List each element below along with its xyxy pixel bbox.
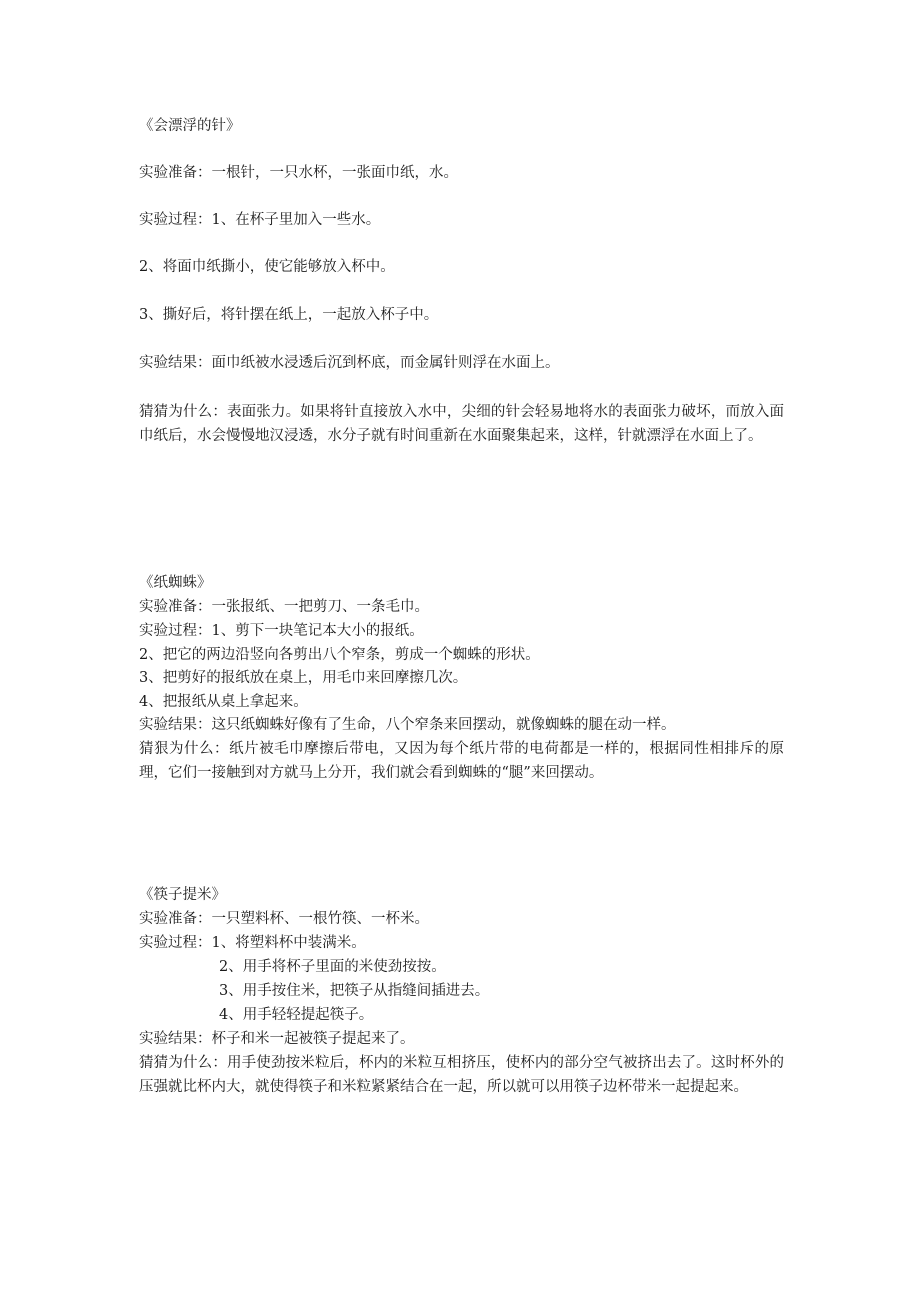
section1-step2: 2、将面巾纸撕小，使它能够放入杯中。 (139, 259, 395, 275)
section3-step1: 实验过程：1、将塑料杯中装满米。 (139, 935, 366, 951)
section3-prep: 实验准备：一只塑料杯、一根竹筷、一杯米。 (139, 911, 429, 927)
section2-step4: 4、把报纸从桌上拿起来。 (139, 694, 308, 710)
section2-result: 实验结果：这只纸蜘蛛好像有了生命，八个窄条来回摆动，就像蜘蛛的腿在动一样。 (139, 717, 676, 733)
section3-why: 猜猜为什么：用手使劲按米粒后，杯内的米粒互相挤压，使杯内的部分空气被挤出去了。这时杯外的压强就比杯内大，就使得筷子和米粒紧紧结合在一起，所以就可以用筷子边杯带米一起提起来。 (139, 1055, 784, 1095)
section1-title: 《会漂浮的针》 (139, 118, 241, 134)
section1-prep: 实验准备：一根针，一只水杯，一张面巾纸，水。 (139, 165, 458, 181)
section2-step3: 3、把剪好的报纸放在桌上，用毛巾来回摩擦几次。 (139, 670, 468, 686)
section2-step1: 实验过程：1、剪下一块笔记本大小的报纸。 (139, 623, 424, 639)
section2-step2: 2、把它的两边沿竖向各剪出八个窄条，剪成一个蜘蛛的形状。 (139, 647, 540, 663)
section1-step1: 实验过程：1、在杯子里加入一些水。 (139, 212, 381, 228)
section3-result: 实验结果：杯子和米一起被筷子提起来了。 (139, 1031, 415, 1047)
section3-step2: 2、用手将杯子里面的米使劲按按。 (219, 959, 446, 975)
section1-step3: 3、撕好后，将针摆在纸上，一起放入杯子中。 (139, 307, 439, 323)
section3-step3: 3、用手按住米，把筷子从指缝间插进去。 (219, 983, 490, 999)
section2-why: 猜狠为什么：纸片被毛巾摩擦后带电，又因为每个纸片带的电荷都是一样的，根据同性相排斥的原理，它们一接触到对方就马上分开，我们就会看到蜘蛛的“腿”来回摆动。 (139, 741, 784, 781)
section2-prep: 实验准备：一张报纸、一把剪刀、一条毛巾。 (139, 599, 429, 615)
section1-why: 猜猜为什么：表面张力。如果将针直接放入水中，尖细的针会轻易地将水的表面张力破坏，而放入面巾纸后，水会慢慢地汉浸透，水分子就有时间重新在水面聚集起来，这样，针就漂浮在水面上了。 (139, 404, 784, 444)
section2-title: 《纸蜘蛛》 (139, 575, 212, 591)
section1-result: 实验结果：面巾纸被水浸透后沉到杯底，而金属针则浮在水面上。 (139, 355, 560, 371)
section3-step4: 4、用手轻轻提起筷子。 (219, 1007, 374, 1023)
section3-title: 《筷子提米》 (139, 887, 226, 903)
